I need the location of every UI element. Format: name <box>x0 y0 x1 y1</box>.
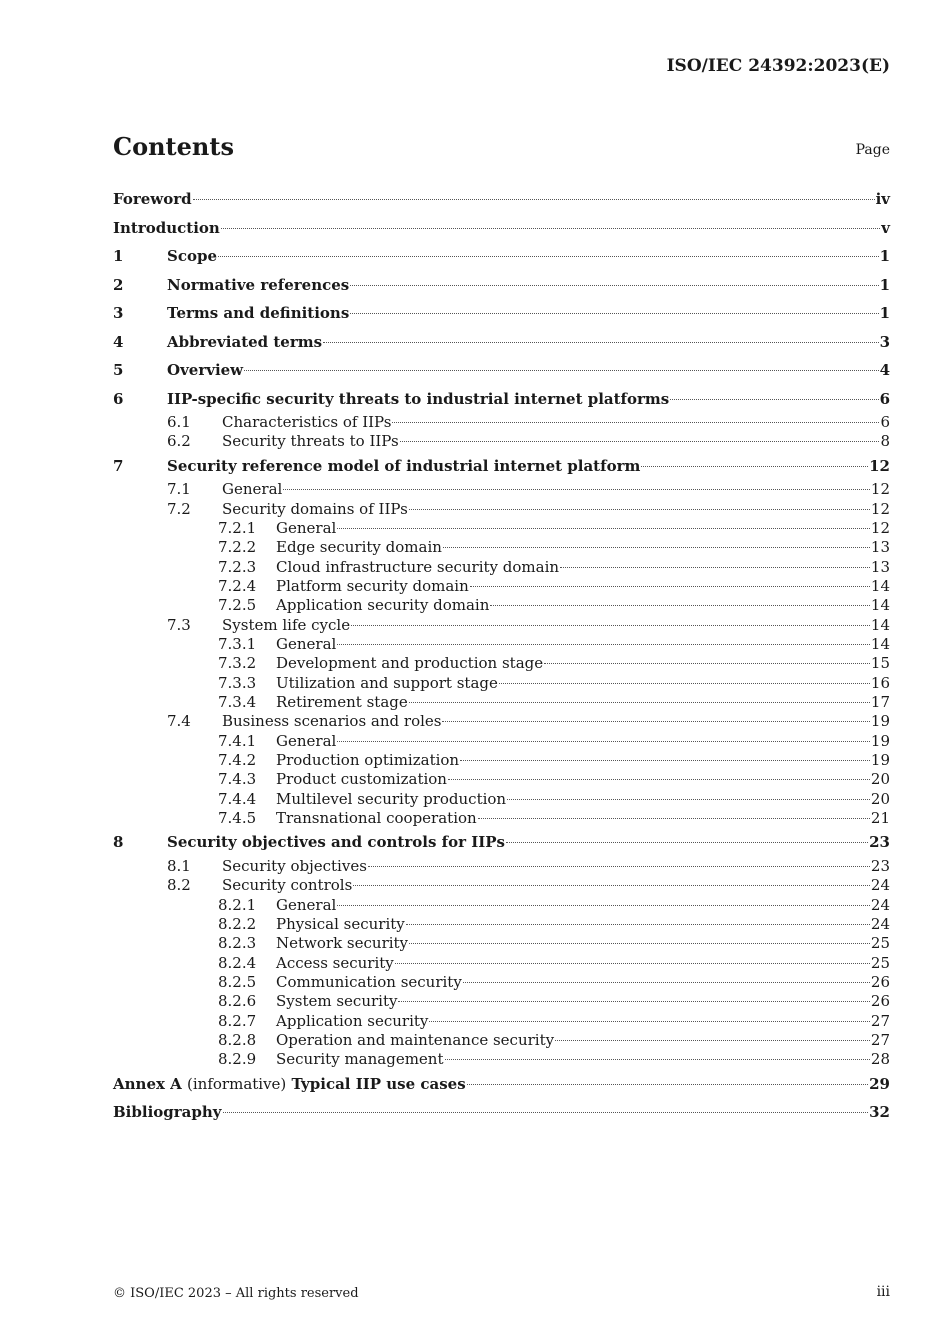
dot-leader <box>400 441 880 442</box>
toc-number: 7.3 <box>167 615 191 634</box>
dot-leader <box>368 866 870 867</box>
toc-title: Transnational cooperation <box>276 809 477 828</box>
toc-number: 8.2.5 <box>218 972 257 991</box>
toc-page: 3 <box>879 332 890 351</box>
toc-page: 15 <box>870 654 890 673</box>
toc-number: 8.2.4 <box>218 953 257 972</box>
toc-number: 7.3.3 <box>218 673 257 692</box>
dot-leader <box>506 842 868 843</box>
toc-entry-7-4[interactable] <box>113 712 890 731</box>
dot-leader <box>337 905 870 906</box>
dot-leader <box>409 509 870 510</box>
dot-leader <box>221 228 880 229</box>
toc-title: Operation and maintenance security <box>276 1030 555 1049</box>
toc-page: 26 <box>870 972 890 991</box>
toc-page: 13 <box>870 538 890 557</box>
toc-entry-6-2[interactable] <box>113 432 890 451</box>
dot-leader <box>443 547 870 548</box>
toc-entry-7-3-4[interactable] <box>113 693 890 712</box>
toc-title: Normative references <box>167 275 350 294</box>
toc-number: 7.2.5 <box>218 596 257 615</box>
toc-entry-7-2-2[interactable] <box>113 538 890 557</box>
toc-page: 24 <box>870 876 890 895</box>
toc-page: 12 <box>869 456 890 475</box>
toc-number: 7.4.3 <box>218 770 257 789</box>
toc-title: General <box>276 895 337 914</box>
toc-title: General <box>276 518 337 537</box>
toc-entry-5[interactable] <box>113 356 890 385</box>
toc-title: System life cycle <box>222 615 351 634</box>
toc-entry-7-3[interactable] <box>113 616 890 635</box>
dot-leader <box>395 963 870 964</box>
toc-number: 7.3.1 <box>218 634 257 653</box>
dot-leader <box>353 885 870 886</box>
toc-page: 32 <box>869 1103 890 1122</box>
toc-title: Network security <box>276 934 409 953</box>
toc-page: 6 <box>879 389 890 408</box>
page-title: Contents <box>113 132 234 161</box>
toc-page: 16 <box>870 673 890 692</box>
toc-page: 20 <box>870 789 890 808</box>
dot-leader <box>409 702 870 703</box>
toc-entry-8-2[interactable] <box>113 876 890 895</box>
dot-leader <box>670 399 878 400</box>
toc-title: Communication security <box>276 972 462 991</box>
toc-page: 24 <box>870 895 890 914</box>
toc-title: Platform security domain <box>276 576 469 595</box>
toc-number: 8.2 <box>167 876 191 895</box>
toc-entry-7-3-2[interactable] <box>113 654 890 673</box>
toc-page: 19 <box>870 731 890 750</box>
toc-entry-1[interactable] <box>113 242 890 271</box>
toc-entry-foreword[interactable] <box>113 185 890 214</box>
toc-entry-7[interactable] <box>113 452 890 481</box>
toc-page: 23 <box>870 856 890 875</box>
toc-number: 7.4 <box>167 712 191 731</box>
toc-number: 8.2.2 <box>218 914 257 933</box>
table-of-contents <box>113 185 890 1127</box>
toc-page: 14 <box>870 576 890 595</box>
toc-number: 7.4.4 <box>218 789 257 808</box>
toc-number: 7.2.2 <box>218 538 257 557</box>
toc-number: 7.2 <box>167 499 191 518</box>
toc-page: 14 <box>870 615 890 634</box>
toc-entry-7-3-1[interactable] <box>113 635 890 654</box>
dot-leader <box>398 1001 869 1002</box>
toc-page: 12 <box>870 480 890 499</box>
dot-leader <box>323 342 878 343</box>
dot-leader <box>470 586 870 587</box>
footer-page-number: iii <box>876 1284 890 1300</box>
dot-leader <box>429 1021 870 1022</box>
dot-leader <box>544 663 870 664</box>
toc-page: 24 <box>870 914 890 933</box>
toc-page: 6 <box>880 413 890 431</box>
toc-number: 8.2.6 <box>218 992 257 1011</box>
toc-page: 19 <box>870 712 890 731</box>
toc-title: Security controls <box>222 876 353 895</box>
dot-leader <box>409 943 870 944</box>
toc-title: Terms and definitions <box>167 304 350 322</box>
toc-title: Physical security <box>276 914 405 933</box>
toc-title: Overview <box>167 361 244 379</box>
toc-title: Production optimization <box>276 751 460 769</box>
toc-number: 7.1 <box>167 480 191 499</box>
toc-entry-7-2-1[interactable] <box>113 519 890 538</box>
toc-title: IIP-specific security threats to industrial internet platforms <box>167 389 670 408</box>
toc-title: Security objectives and controls for IIPs <box>167 833 505 852</box>
toc-page: 29 <box>869 1074 890 1093</box>
toc-entry-8-2-7[interactable] <box>113 1012 890 1031</box>
toc-number: 7.3.2 <box>218 654 257 673</box>
toc-title: Security objectives <box>222 856 367 875</box>
toc-number: 6 <box>113 389 124 408</box>
toc-page: 25 <box>870 953 890 972</box>
toc-entry-4[interactable] <box>113 328 890 357</box>
toc-number: 7.2.1 <box>218 518 257 537</box>
toc-entry-7-4-4[interactable] <box>113 790 890 809</box>
toc-page: 14 <box>870 596 890 615</box>
toc-number: 1 <box>113 247 124 265</box>
toc-number: 5 <box>113 361 124 379</box>
toc-title <box>113 1070 466 1099</box>
toc-entry-7-4-5[interactable] <box>113 809 890 828</box>
toc-entry-introduction[interactable] <box>113 214 890 243</box>
toc-title: Business scenarios and roles <box>222 712 442 731</box>
toc-entry-7-4-2[interactable] <box>113 751 890 770</box>
dot-leader <box>463 982 870 983</box>
annex-title: Typical IIP use cases <box>291 1074 466 1093</box>
toc-title: General <box>222 480 283 499</box>
dot-leader <box>218 256 879 257</box>
toc-number: 8.2.8 <box>218 1030 257 1049</box>
toc-entry-2[interactable] <box>113 271 890 300</box>
toc-entry-6[interactable] <box>113 385 890 414</box>
dot-leader <box>467 1084 868 1085</box>
toc-page: 12 <box>870 518 890 537</box>
toc-page: 4 <box>879 361 890 379</box>
dot-leader <box>392 422 879 423</box>
annex-informative: (informative) <box>187 1074 287 1093</box>
toc-number: 8 <box>113 833 124 852</box>
toc-entry-8-2-6[interactable] <box>113 992 890 1011</box>
toc-entry-6-1[interactable] <box>113 413 890 432</box>
toc-entry-7-3-3[interactable] <box>113 674 890 693</box>
toc-title: Development and production stage <box>276 654 544 673</box>
dot-leader <box>641 466 868 467</box>
toc-page: 1 <box>879 247 890 265</box>
toc-title: Security domains of IIPs <box>222 499 408 518</box>
toc-title: Abbreviated terms <box>167 332 323 351</box>
toc-number: 6.1 <box>167 413 191 431</box>
dot-leader <box>445 1059 870 1060</box>
toc-entry-8-2-2[interactable] <box>113 915 890 934</box>
toc-entry-8-2-1[interactable] <box>113 896 890 915</box>
toc-number: 2 <box>113 275 124 294</box>
toc-title: General <box>276 731 337 750</box>
toc-page: iv <box>875 190 890 208</box>
toc-number: 3 <box>113 304 124 322</box>
toc-title: Access security <box>276 953 394 972</box>
toc-number: 4 <box>113 332 124 351</box>
toc-entry-8-2-4[interactable] <box>113 954 890 973</box>
toc-title: Security management <box>276 1050 444 1069</box>
toc-entry-3[interactable] <box>113 299 890 328</box>
toc-title: Security reference model of industrial internet platform <box>167 456 641 475</box>
dot-leader <box>244 370 878 371</box>
toc-entry-7-2-3[interactable] <box>113 558 890 577</box>
toc-page: 27 <box>870 1011 890 1030</box>
toc-title: Application security domain <box>276 596 490 615</box>
toc-number: 7.4.1 <box>218 731 257 750</box>
toc-page: 17 <box>870 692 890 711</box>
toc-page: 23 <box>869 833 890 852</box>
copyright-notice: © ISO/IEC 2023 – All rights reserved <box>113 1286 359 1301</box>
toc-title: Introduction <box>113 218 220 237</box>
toc-title: Scope <box>167 247 218 265</box>
toc-entry-7-2[interactable] <box>113 500 890 519</box>
toc-page: 8 <box>880 432 890 451</box>
toc-number: 7.4.5 <box>218 809 257 828</box>
toc-page: 13 <box>870 557 890 576</box>
toc-title: Bibliography <box>113 1103 222 1122</box>
toc-title: Multilevel security production <box>276 789 507 808</box>
toc-number: 8.2.3 <box>218 934 257 953</box>
toc-entry-8-2-8[interactable] <box>113 1031 890 1050</box>
toc-title: Security threats to IIPs <box>222 432 399 451</box>
toc-title: Application security <box>276 1011 429 1030</box>
dot-leader <box>460 760 870 761</box>
toc-entry-7-2-5[interactable] <box>113 596 890 615</box>
toc-number: 8.2.1 <box>218 895 257 914</box>
toc-title: Product customization <box>276 770 447 789</box>
toc-number: 7 <box>113 456 124 475</box>
toc-entry-7-4-1[interactable] <box>113 732 890 751</box>
dot-leader <box>283 489 870 490</box>
dot-leader <box>193 199 875 200</box>
dot-leader <box>337 741 870 742</box>
toc-entry-7-2-4[interactable] <box>113 577 890 596</box>
page-column-label: Page <box>855 142 890 158</box>
toc-entry-7-4-3[interactable] <box>113 770 890 789</box>
toc-page: 21 <box>870 809 890 828</box>
dot-leader <box>478 818 870 819</box>
toc-page: 20 <box>870 770 890 789</box>
dot-leader <box>490 605 870 606</box>
toc-page: 25 <box>870 934 890 953</box>
toc-title: Utilization and support stage <box>276 673 498 692</box>
dot-leader <box>555 1040 870 1041</box>
toc-page: 28 <box>870 1050 890 1069</box>
toc-page: 1 <box>879 275 890 294</box>
toc-entry-8[interactable] <box>113 828 890 857</box>
toc-number: 7.2.3 <box>218 557 257 576</box>
toc-number: 6.2 <box>167 432 191 451</box>
dot-leader <box>337 644 870 645</box>
document-id: ISO/IEC 24392:2023(E) <box>666 56 890 76</box>
toc-entry-8-2-9[interactable] <box>113 1050 890 1069</box>
toc-entry-annex-a[interactable] <box>113 1070 890 1099</box>
dot-leader <box>350 285 878 286</box>
toc-page: 1 <box>879 304 890 322</box>
toc-title: Cloud infrastructure security domain <box>276 557 560 576</box>
toc-number: 7.3.4 <box>218 692 257 711</box>
toc-title: Characteristics of IIPs <box>222 413 392 431</box>
toc-page: 19 <box>870 751 890 769</box>
toc-number: 8.2.9 <box>218 1050 257 1069</box>
toc-entry-7-1[interactable] <box>113 480 890 499</box>
toc-page: v <box>881 218 890 237</box>
toc-page: 26 <box>870 992 890 1011</box>
dot-leader <box>351 625 870 626</box>
toc-page: 14 <box>870 634 890 653</box>
dot-leader <box>223 1112 869 1113</box>
toc-number: 8.1 <box>167 856 191 875</box>
dot-leader <box>507 799 870 800</box>
dot-leader <box>448 779 870 780</box>
toc-title: Retirement stage <box>276 692 408 711</box>
dot-leader <box>442 721 869 722</box>
toc-entry-8-1[interactable] <box>113 857 890 876</box>
toc-page: 27 <box>870 1030 890 1049</box>
toc-title: Edge security domain <box>276 538 442 557</box>
toc-title: Foreword <box>113 190 192 208</box>
toc-number: 7.4.2 <box>218 751 257 769</box>
dot-leader <box>337 528 870 529</box>
toc-entry-8-2-5[interactable] <box>113 973 890 992</box>
toc-entry-bibliography[interactable] <box>113 1098 890 1127</box>
toc-entry-8-2-3[interactable] <box>113 934 890 953</box>
toc-number: 8.2.7 <box>218 1011 257 1030</box>
dot-leader <box>350 313 878 314</box>
dot-leader <box>560 567 870 568</box>
annex-label: Annex A <box>113 1074 182 1093</box>
dot-leader <box>499 683 870 684</box>
toc-title: System security <box>276 992 398 1011</box>
dot-leader <box>406 924 870 925</box>
toc-title: General <box>276 634 337 653</box>
toc-number: 7.2.4 <box>218 576 257 595</box>
toc-page: 12 <box>870 499 890 518</box>
